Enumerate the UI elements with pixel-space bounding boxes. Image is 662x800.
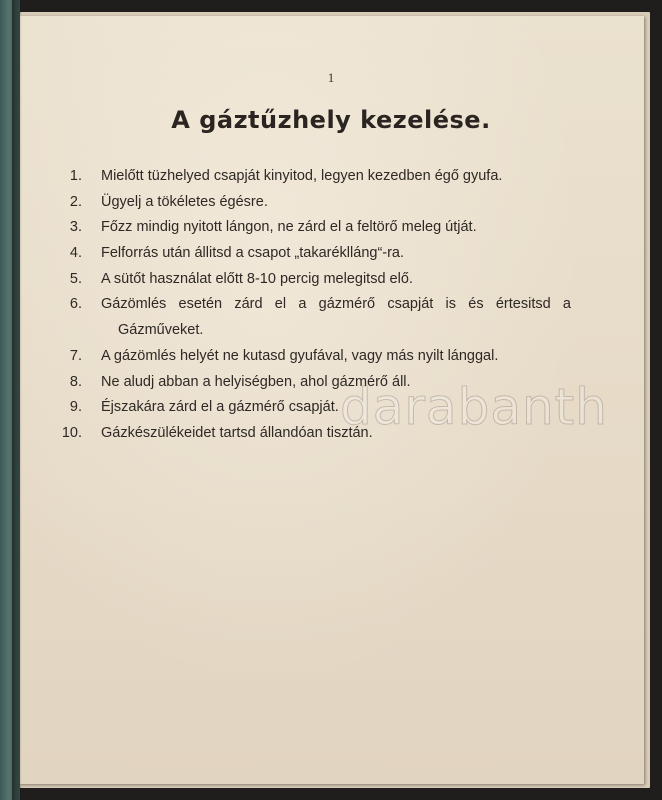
rule-text: Felforrás után állitsd a csapot „takaréklláng“-ra. [101, 245, 405, 262]
list-item [58, 267, 628, 293]
rule-text: Főzz mindig nyitott lángon, ne zárd el a feltörő meleg útját. [101, 219, 477, 236]
page-title: A gáztűzhely kezelése. [171, 106, 491, 134]
rule-text: Mielőtt tüzhelyed csapját kinyitod, legyen kezedben égő gyufa. [101, 168, 503, 184]
rule-number: 5. [69, 270, 82, 287]
list-item [58, 395, 628, 421]
rule-number: 10. [61, 424, 82, 441]
rule-number: 2. [69, 193, 82, 210]
binding-shadow [12, 0, 22, 800]
rule-text: Gázömlés esetén zárd el a gázmérő csapját is és értesitsd a [101, 296, 571, 313]
list-item [58, 421, 628, 447]
rule-number: 7. [69, 347, 82, 364]
rule-text: Ne aludj abban a helyiségben, ahol gázmérő áll. [101, 373, 411, 390]
list-item [58, 215, 628, 241]
rule-text: A gázömlés helyét ne kutasd gyufával, vagy más nyilt lánggal. [101, 347, 499, 364]
rule-number: 8. [69, 373, 82, 390]
list-item [58, 370, 628, 396]
rule-text: Ügyelj a tökéletes égésre. [101, 193, 268, 210]
watermark: darabanth [340, 378, 608, 436]
rules-list [58, 164, 628, 447]
list-item [58, 190, 628, 216]
page-number: 1 [327, 70, 335, 85]
rule-number: 4. [69, 245, 82, 262]
rule-text: A sütőt használat előtt 8-10 percig melegitsd elő. [101, 270, 413, 287]
rule-text: Gázkészülékeidet tartsd állandóan tisztán. [101, 424, 373, 441]
list-item [58, 292, 628, 343]
list-item [58, 241, 628, 267]
rule-number: 1. [69, 168, 82, 184]
rule-number: 3. [69, 219, 82, 236]
list-item [58, 164, 628, 190]
rule-number: 6. [69, 296, 82, 313]
booklet-page [18, 16, 644, 784]
list-item [58, 344, 628, 370]
rule-text: Éjszakára zárd el a gázmérő csapját. [101, 399, 339, 416]
rule-text-continuation: Gázműveket. [118, 322, 204, 339]
rule-number: 9. [69, 399, 82, 416]
